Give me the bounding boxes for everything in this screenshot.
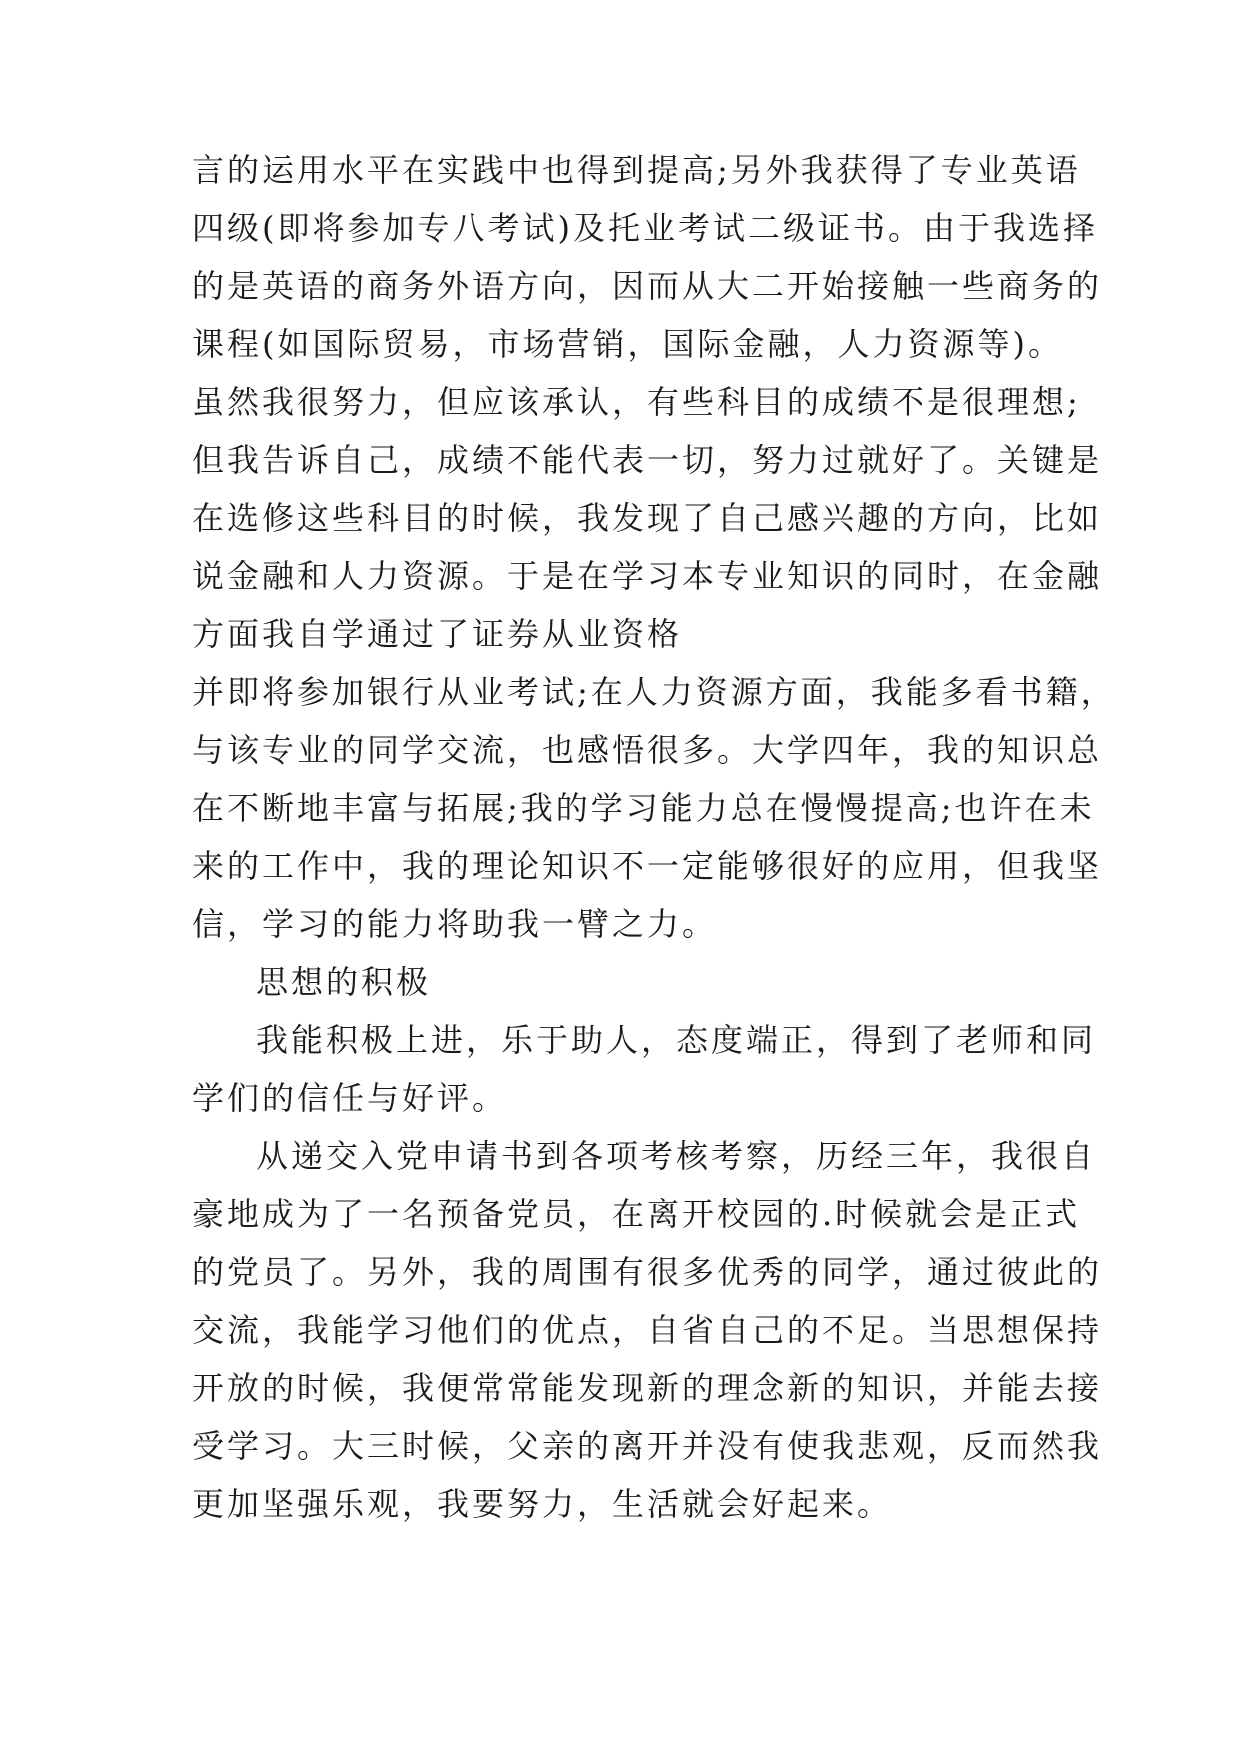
text-line: 受学习。大三时候，父亲的离开并没有使我悲观，反而然我 <box>192 1427 1103 1465</box>
text-line: 我能积极上进，乐于助人，态度端正，得到了老师和同 <box>256 1021 1097 1059</box>
text-line: 在选修这些科目的时候，我发现了自己感兴趣的方向，比如 <box>192 499 1103 537</box>
text-line: 学们的信任与好评。 <box>192 1079 508 1117</box>
text-line: 虽然我很努力，但应该承认，有些科目的成绩不是很理想; <box>192 383 1081 421</box>
text-line: 与该专业的同学交流，也感悟很多。大学四年，我的知识总 <box>192 731 1103 769</box>
text-line: 说金融和人力资源。于是在学习本专业知识的同时，在金融 <box>192 557 1103 595</box>
text-line: 交流，我能学习他们的优点，自省自己的不足。当思想保持 <box>192 1311 1103 1349</box>
section-heading: 思想的积极 <box>256 963 432 1001</box>
text-line: 方面我自学通过了证券从业资格 <box>192 615 683 653</box>
text-line: 课程(如国际贸易，市场营销，国际金融，人力资源等)。 <box>192 325 1063 363</box>
text-line: 从递交入党申请书到各项考核考察，历经三年，我很自 <box>256 1137 1097 1175</box>
text-line: 信，学习的能力将助我一臂之力。 <box>192 905 718 943</box>
text-line: 四级(即将参加专八考试)及托业考试二级证书。由于我选择 <box>192 209 1098 247</box>
text-line: 开放的时候，我便常常能发现新的理念新的知识，并能去接 <box>192 1369 1103 1407</box>
text-line: 的党员了。另外，我的周围有很多优秀的同学，通过彼此的 <box>192 1253 1103 1291</box>
text-line: 豪地成为了一名预备党员，在离开校园的.时候就会是正式 <box>192 1195 1081 1233</box>
text-line: 并即将参加银行从业考试;在人力资源方面，我能多看书籍， <box>192 673 1116 711</box>
text-line: 言的运用水平在实践中也得到提高;另外我获得了专业英语 <box>192 151 1081 189</box>
text-line: 更加坚强乐观，我要努力，生活就会好起来。 <box>192 1485 893 1523</box>
text-line: 来的工作中，我的理论知识不一定能够很好的应用，但我坚 <box>192 847 1103 885</box>
text-line: 的是英语的商务外语方向，因而从大二开始接触一些商务的 <box>192 267 1103 305</box>
text-line: 但我告诉自己，成绩不能代表一切，努力过就好了。关键是 <box>192 441 1103 479</box>
text-line: 在不断地丰富与拓展;我的学习能力总在慢慢提高;也许在未 <box>192 789 1095 827</box>
